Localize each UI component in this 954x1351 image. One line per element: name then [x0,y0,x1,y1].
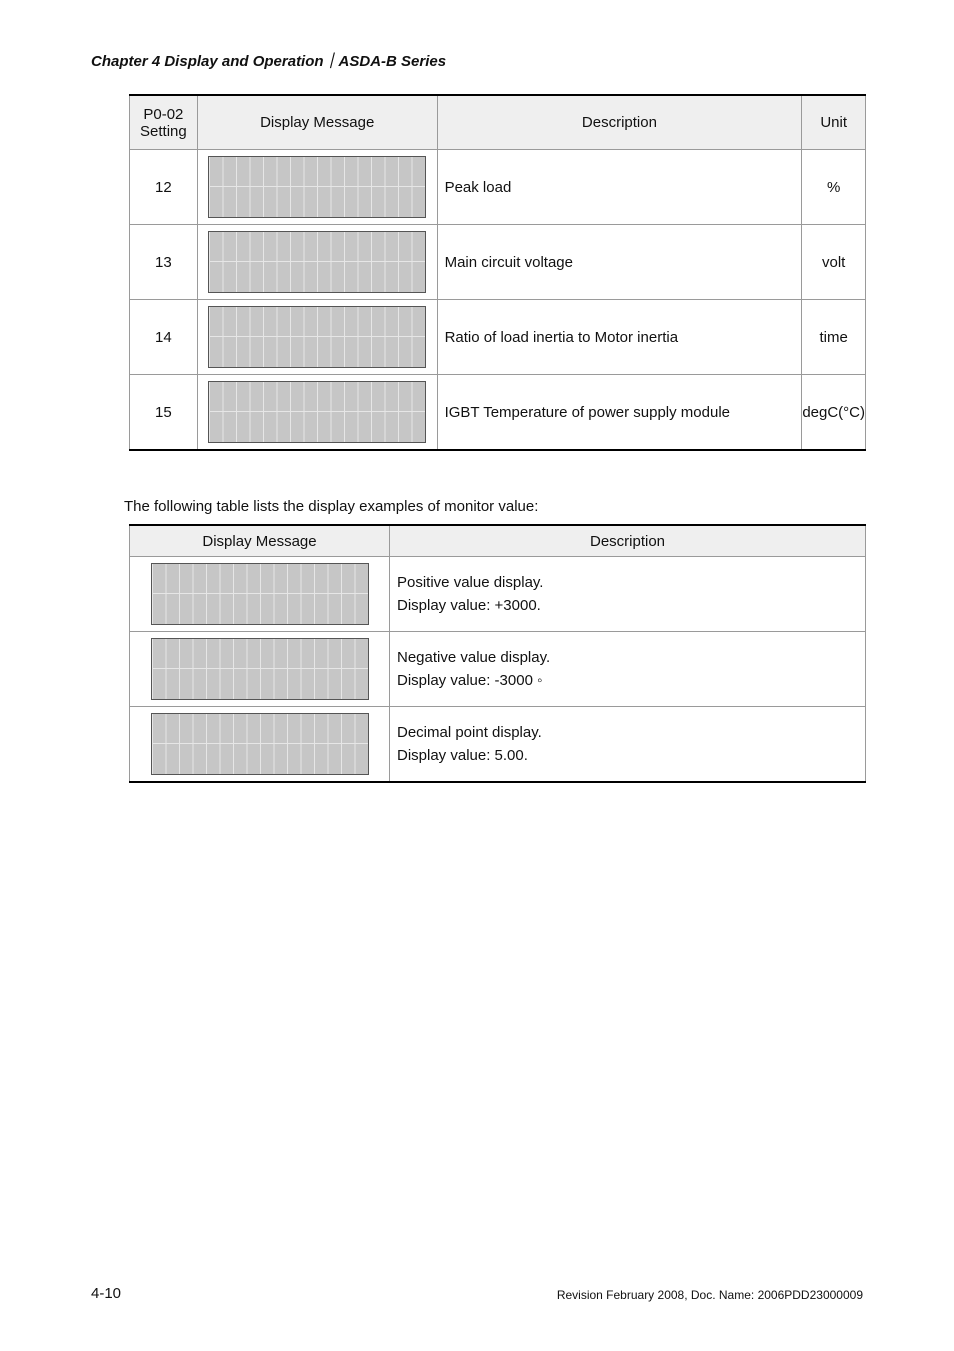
table-header-row [130,525,866,557]
table-row [130,632,866,707]
monitor-parameter-table [129,94,866,451]
table-row [130,225,866,300]
lcd-display-image [151,563,369,625]
unit-cell: degC(°C) [802,375,866,451]
revision-info: Revision February 2008, Doc. Name: 2006PDD23000009 [556,1288,863,1302]
table-row [130,300,866,375]
description-line: Display value: +3000. [397,597,541,614]
unit-cell: time [802,300,866,375]
description-cell: IGBT Temperature of power supply module [437,375,802,451]
display-cell [130,557,390,632]
description-cell [390,707,866,783]
description-cell [390,632,866,707]
header-unit: Unit [802,95,866,150]
header-description: Description [390,525,866,557]
header-display-message: Display Message [197,95,437,150]
unit-cell: volt [802,225,866,300]
lcd-display-image [208,306,426,368]
header-setting [130,95,198,150]
display-cell [197,225,437,300]
description-cell: Peak load [437,150,802,225]
intro-text: The following table lists the display examples of monitor value: [124,498,539,515]
description-cell [390,557,866,632]
setting-cell: 13 [130,225,198,300]
header-setting-line1: P0-02 [143,105,184,123]
unit-cell: % [802,150,866,225]
description-line: Decimal point display. [397,724,542,741]
description-cell: Ratio of load inertia to Motor inertia [437,300,802,375]
table-header-row [130,95,866,150]
description-line: Display value: 5.00. [397,747,528,764]
display-cell [197,150,437,225]
header-description: Description [437,95,802,150]
display-cell [130,632,390,707]
lcd-display-image [208,156,426,218]
chapter-header: Chapter 4 Display and Operation｜ASDA-B Series [91,53,447,70]
lcd-display-image [208,381,426,443]
lcd-display-image [151,638,369,700]
description-line: Display value: -3000 ◦ [397,672,543,689]
display-examples-table [129,524,866,783]
header-setting-line2: Setting [140,122,187,140]
lcd-display-image [208,231,426,293]
setting-cell: 12 [130,150,198,225]
description-line: Negative value display. [397,649,551,666]
display-cell [197,375,437,451]
description-cell: Main circuit voltage [437,225,802,300]
table-row [130,375,866,451]
display-cell [130,707,390,783]
table-row [130,557,866,632]
table-row [130,150,866,225]
display-cell [197,300,437,375]
header-display-message: Display Message [130,525,390,557]
description-line: Positive value display. [397,574,544,591]
setting-cell: 14 [130,300,198,375]
setting-cell: 15 [130,375,198,451]
page-number: 4-10 [91,1285,122,1302]
lcd-display-image [151,713,369,775]
table-row [130,707,866,783]
